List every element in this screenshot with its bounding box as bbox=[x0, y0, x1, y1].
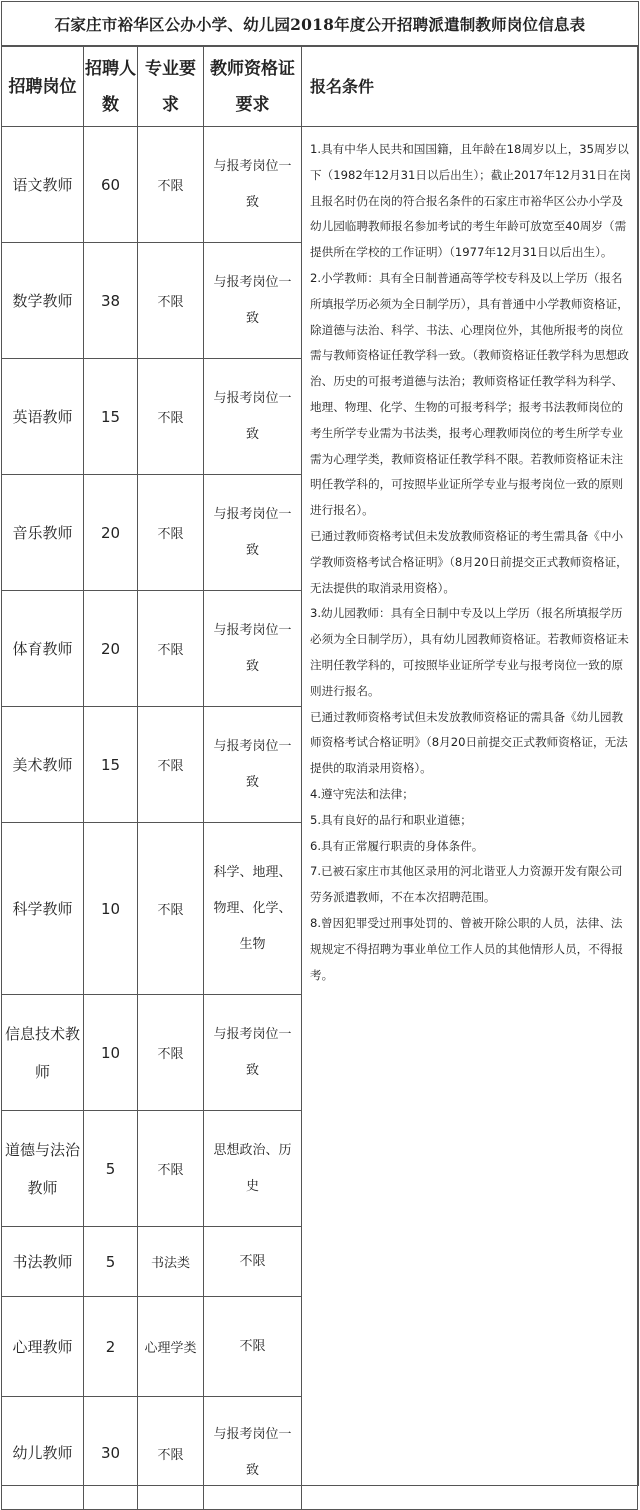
cell-position: 英语教师 bbox=[2, 359, 84, 475]
cell-position: 书法教师 bbox=[2, 1227, 84, 1297]
cell-position: 科学教师 bbox=[2, 823, 84, 995]
cell-major: 书法类 bbox=[138, 1227, 204, 1297]
cell-major: 不限 bbox=[138, 1397, 204, 1510]
cell-major: 心理学类 bbox=[138, 1297, 204, 1397]
cell-major: 不限 bbox=[138, 591, 204, 707]
cell-cert: 与报考岗位一致 bbox=[204, 995, 302, 1111]
cell-cert: 科学、地理、物理、化学、生物 bbox=[204, 823, 302, 995]
condition-item: 4.遵守宪法和法律； bbox=[310, 786, 414, 801]
condition-item: 7.已被石家庄市其他区录用的河北谐亚人力资源开发有限公司劳务派遣教师，不在本次招聘范围。 bbox=[310, 864, 623, 905]
cell-position: 音乐教师 bbox=[2, 475, 84, 591]
cell-major: 不限 bbox=[138, 823, 204, 995]
cell-position: 语文教师 bbox=[2, 127, 84, 243]
condition-item: 已通过教师资格考试但未发放教师资格证的需具备《幼儿园教师资格考试合格证明》（8月20日前提交正式教师资格证，无法提供的取消录用资格）。 bbox=[310, 709, 628, 776]
cell-position: 心理教师 bbox=[2, 1297, 84, 1397]
header-count: 招聘人数 bbox=[84, 47, 138, 127]
cell-major: 不限 bbox=[138, 359, 204, 475]
cell-major: 不限 bbox=[138, 127, 204, 243]
cell-cert: 与报考岗位一致 bbox=[204, 707, 302, 823]
cell-position: 信息技术教师 bbox=[2, 995, 84, 1111]
cell-cert: 思想政治、历史 bbox=[204, 1111, 302, 1227]
document bbox=[1, 1, 639, 1486]
cell-count: 20 bbox=[84, 475, 138, 591]
header-position: 招聘岗位 bbox=[2, 47, 84, 127]
condition-item: 5.具有良好的品行和职业道德； bbox=[310, 812, 472, 827]
cell-count: 10 bbox=[84, 995, 138, 1111]
condition-item: 6.具有正常履行职责的身体条件。 bbox=[310, 838, 484, 853]
cell-count: 60 bbox=[84, 127, 138, 243]
condition-item: 2.小学教师：具有全日制普通高等学校专科及以上学历（报名所填报学历必须为全日制学历），具有普通中小学教师资格证，除道德与法治、科学、书法、心理岗位外，其他所报考的岗位需与教师资格证任教学科一致。（教师资格证任教学科为思想政治、历史的可报考道德与法治；教师资格证任教学科为科学、地理、物理、化学、生物的可报考科学；报考书法教师岗位的考生所学专业需为书法类，报考心理教师岗位的考生所学专业需为心理学类，教师资格证任教学科不限。若教师资格证未注明任教学科的，可按照毕业证所学专业与报考岗位一致的原则进行报名）。 bbox=[310, 270, 629, 518]
cell-count: 30 bbox=[84, 1397, 138, 1510]
document-title: 石家庄市裕华区公办小学、幼儿园2018年度公开招聘派遣制教师岗位信息表 bbox=[2, 2, 638, 46]
cell-cert: 与报考岗位一致 bbox=[204, 127, 302, 243]
cell-count: 5 bbox=[84, 1227, 138, 1297]
cell-position: 美术教师 bbox=[2, 707, 84, 823]
cell-major: 不限 bbox=[138, 243, 204, 359]
cell-count: 5 bbox=[84, 1111, 138, 1227]
conditions-cell bbox=[302, 127, 638, 1510]
header-row bbox=[2, 47, 638, 127]
cell-major: 不限 bbox=[138, 475, 204, 591]
header-major: 专业要求 bbox=[138, 47, 204, 127]
cell-cert: 与报考岗位一致 bbox=[204, 591, 302, 707]
cell-cert: 不限 bbox=[204, 1297, 302, 1397]
header-conditions: 报名条件 bbox=[302, 47, 638, 127]
positions-table bbox=[1, 46, 638, 1510]
cell-cert: 与报考岗位一致 bbox=[204, 243, 302, 359]
cell-major: 不限 bbox=[138, 707, 204, 823]
cell-cert: 与报考岗位一致 bbox=[204, 1397, 302, 1510]
condition-item: 8.曾因犯罪受过刑事处罚的、曾被开除公职的人员，法律、法规规定不得招聘为事业单位工作人员的其他情形人员，不得报考。 bbox=[310, 915, 624, 982]
cell-count: 10 bbox=[84, 823, 138, 995]
cell-position: 幼儿教师 bbox=[2, 1397, 84, 1510]
cell-count: 15 bbox=[84, 707, 138, 823]
cell-count: 2 bbox=[84, 1297, 138, 1397]
condition-item: 1.具有中华人民共和国国籍，且年龄在18周岁以上，35周岁以下（1982年12月31日以后出生）；截止2017年12月31日在岗且报名时仍在岗的符合报名条件的石家庄市裕华区公办小学及幼儿园临聘教师报名参加考试的考生年龄可放宽至40周岁（需提供所在学校的工作证明）（1977年12月31日以后出生）。 bbox=[310, 142, 631, 260]
cell-cert: 不限 bbox=[204, 1227, 302, 1297]
cell-count: 20 bbox=[84, 591, 138, 707]
cell-count: 38 bbox=[84, 243, 138, 359]
header-cert: 教师资格证要求 bbox=[204, 47, 302, 127]
condition-item: 3.幼儿园教师：具有全日制中专及以上学历（报名所填报学历必须为全日制学历），具有幼儿园教师资格证。若教师资格证未注明任教学科的，可按照毕业证所学专业与报考岗位一致的原则进行报名。 bbox=[310, 606, 629, 698]
cell-major: 不限 bbox=[138, 995, 204, 1111]
cell-count: 15 bbox=[84, 359, 138, 475]
cell-position: 道德与法治教师 bbox=[2, 1111, 84, 1227]
cell-position: 体育教师 bbox=[2, 591, 84, 707]
condition-item: 已通过教师资格考试但未发放教师资格证的考生需具备《中小学教师资格考试合格证明》（8月20日前提交正式教师资格证，无法提供的取消录用资格）。 bbox=[310, 528, 628, 595]
table-row bbox=[2, 127, 638, 243]
cell-major: 不限 bbox=[138, 1111, 204, 1227]
cell-cert: 与报考岗位一致 bbox=[204, 359, 302, 475]
cell-position: 数学教师 bbox=[2, 243, 84, 359]
cell-cert: 与报考岗位一致 bbox=[204, 475, 302, 591]
